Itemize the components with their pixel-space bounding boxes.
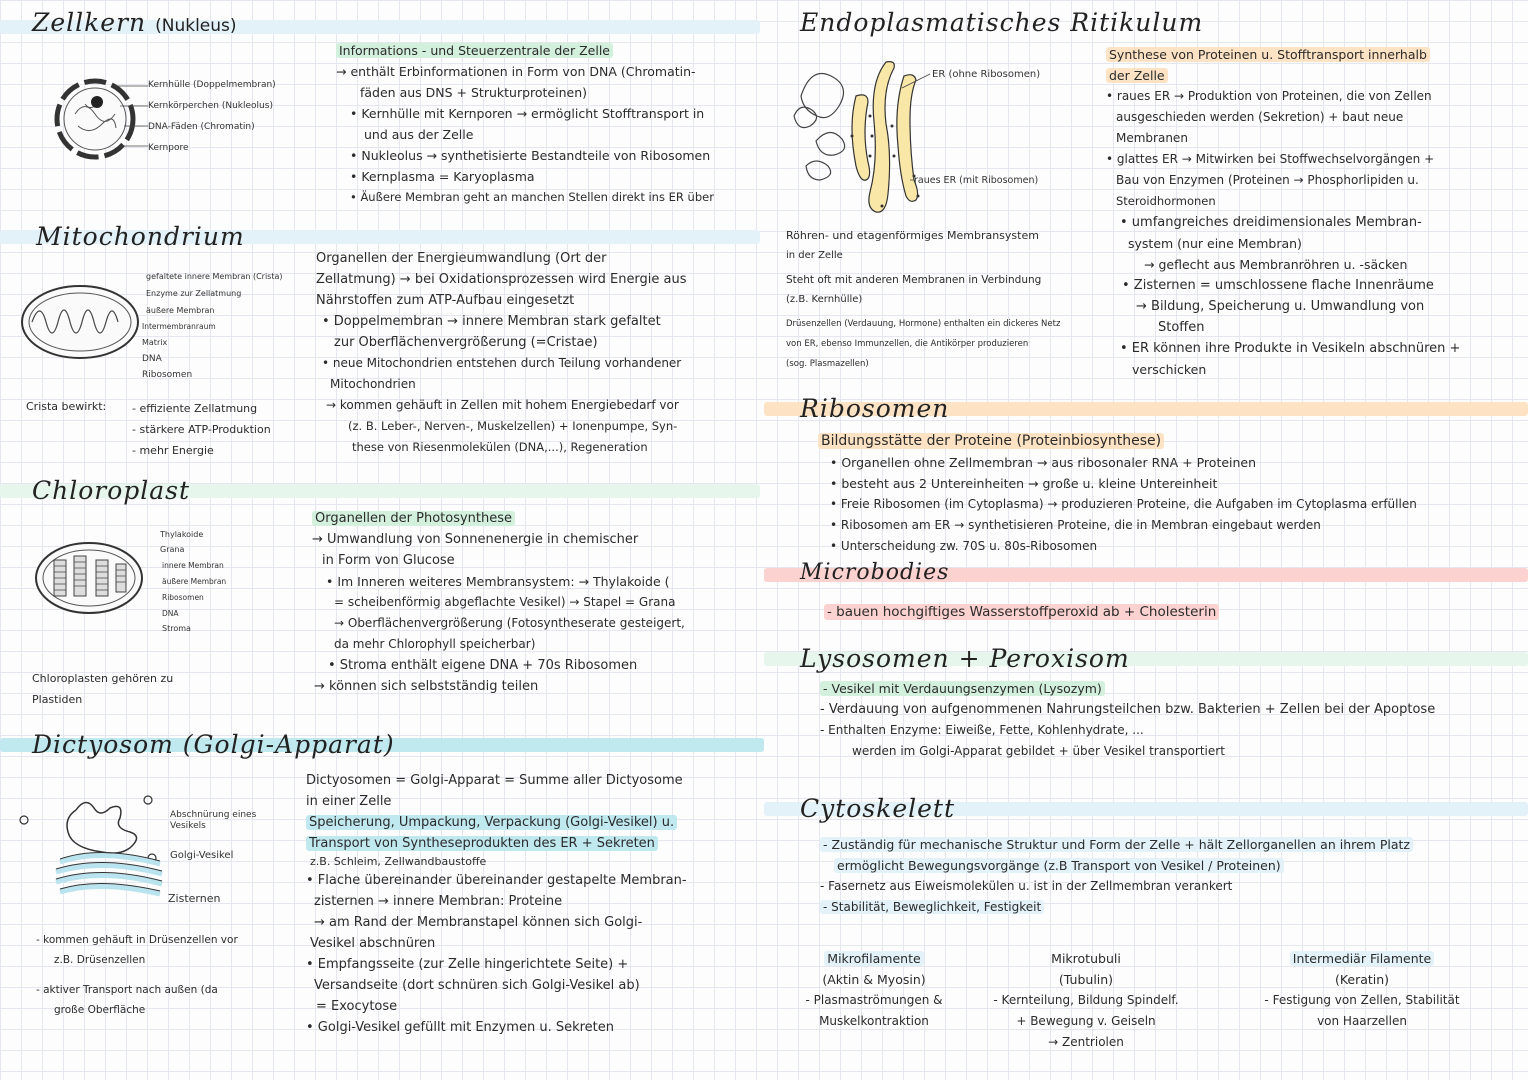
golgi-line: z.B. Schleim, Zellwandbaustoffe	[310, 855, 487, 868]
golgi-label-2: Zisternen	[168, 892, 221, 905]
golgi-text	[306, 770, 687, 1038]
cyto-text	[820, 834, 1413, 918]
er-heading: der Zelle	[1106, 68, 1168, 83]
nucleus-label-0: Kernhülle (Doppelmembran)	[148, 80, 276, 90]
nucleus-label-2: DNA-Fäden (Chromatin)	[148, 122, 255, 132]
cyto-column-mikrofilamente	[784, 948, 964, 1032]
er-title: Endoplasmatisches Ritikulum	[800, 8, 1204, 37]
er-left-line: Drüsenzellen (Verdauung, Hormone) enthalten ein dickeres Netz	[786, 319, 1061, 329]
golgi-side-line: z.B. Drüsenzellen	[54, 954, 146, 966]
golgi-line: Versandseite (dort schnüren sich Golgi-Vesikel ab)	[314, 978, 640, 993]
er-left-line: (sog. Plasmazellen)	[786, 359, 869, 369]
nucleus-title-suffix: (Nukleus)	[155, 16, 237, 36]
nucleus-leader-lines	[110, 80, 150, 150]
cyto-title: Cytoskelett	[800, 794, 956, 823]
mito-line: zur Oberflächenvergrößerung (=Cristae)	[334, 335, 598, 350]
golgi-title: Dictyosom (Golgi-Apparat)	[32, 730, 395, 759]
er-heading: Synthese von Proteinen u. Stofftransport innerhalb	[1106, 47, 1430, 62]
cyto-column-item: - Festigung von Zellen, Stabilität	[1264, 993, 1460, 1007]
nucleus-heading: Informations - und Steuerzentrale der Zelle	[336, 43, 613, 58]
cyto-column-sub: (Keratin)	[1334, 972, 1390, 987]
er-line: • raues ER → Produktion von Proteinen, die von Zellen	[1106, 89, 1432, 103]
micro-title: Microbodies	[800, 560, 950, 585]
ribo-heading: Bildungsstätte der Proteine (Proteinbiosynthese)	[818, 433, 1164, 449]
cyto-column-name: Mikrotubuli	[1051, 951, 1121, 966]
er-line: Membranen	[1116, 131, 1188, 145]
er-left-text	[786, 226, 1060, 374]
chloro-label-0: Thylakoide	[160, 530, 204, 539]
mito-line: Mitochondrien	[330, 377, 416, 391]
cyto-column-item: - Plasmaströmungen &	[805, 993, 943, 1007]
mito-line: • neue Mitochondrien entstehen durch Teilung vorhandener	[322, 356, 682, 370]
er-left-line: Steht oft mit anderen Membranen in Verbindung	[786, 274, 1042, 286]
lyso-text	[820, 678, 1435, 762]
er-leader-lines	[900, 70, 940, 190]
chloro-note-line: Chloroplasten gehören zu	[32, 672, 174, 685]
chloro-note	[32, 668, 173, 710]
chloro-line: → Umwandlung von Sonnenenergie in chemischer	[312, 532, 639, 547]
ribo-title: Ribosomen	[800, 394, 950, 423]
er-line: → Bildung, Speicherung u. Umwandlung von	[1136, 299, 1425, 314]
er-line: • glattes ER → Mitwirken bei Stoffwechselvorgängen +	[1106, 152, 1435, 166]
nucleus-title	[32, 8, 237, 37]
mito-label-3: Intermembranraum	[142, 322, 216, 331]
mito-label-4: Matrix	[142, 338, 168, 347]
nucleus-label-1: Kernkörperchen (Nukleolus)	[148, 101, 273, 111]
ribo-line: • Freie Ribosomen (im Cytoplasma) → produzieren Proteine, die Aufgaben im Cytoplasma erfüllen	[830, 497, 1417, 511]
golgi-label-0: Abschnürung eines Vesikels	[170, 810, 257, 831]
golgi-label-1: Golgi-Vesikel	[170, 850, 234, 861]
er-text	[1106, 44, 1460, 380]
golgi-highlight: Speicherung, Umpackung, Verpackung (Golgi-Vesikel) u.	[306, 815, 677, 830]
cyto-line: - Fasernetz aus Eiweismolekülen u. ist in der Zellmembran verankert	[820, 879, 1233, 893]
golgi-side-line: - kommen gehäuft in Drüsenzellen vor	[36, 934, 238, 946]
mito-label-1: Enzyme zur Zellatmung	[146, 289, 242, 298]
golgi-side-notes	[36, 930, 238, 1020]
lyso-title: Lysosomen + Peroxisom	[800, 644, 1130, 673]
golgi-line: • Golgi-Vesikel gefüllt mit Enzymen u. Sekreten	[306, 1020, 615, 1035]
chloro-line: • Stroma enthält eigene DNA + 70s Ribosomen	[328, 658, 638, 673]
chloro-line: in Form von Glucose	[322, 553, 455, 568]
golgi-intro: in einer Zelle	[306, 794, 392, 809]
chloro-label-3: äußere Membran	[162, 577, 227, 586]
nucleus-line: • Kernhülle mit Kernporen → ermöglicht Stofftransport in	[350, 106, 705, 121]
chloro-label-6: Stroma	[162, 624, 191, 633]
golgi-line: → am Rand der Membranstapel können sich Golgi-	[314, 915, 643, 930]
chloro-text	[312, 508, 685, 697]
chloro-label-4: Ribosomen	[162, 593, 204, 602]
nucleus-line: fäden aus DNS + Strukturproteinen)	[360, 85, 588, 100]
mito-label-6: Ribosomen	[142, 370, 193, 380]
mito-line: → kommen gehäuft in Zellen mit hohem Energiebedarf vor	[326, 398, 679, 412]
er-label-0: ER (ohne Ribosomen)	[932, 69, 1041, 80]
er-left-line: (z.B. Kernhülle)	[786, 294, 863, 305]
chloro-line: • Im Inneren weiteres Membransystem: → Thylakoide (	[326, 574, 670, 589]
micro-text	[824, 602, 1219, 623]
er-line: verschicken	[1132, 362, 1207, 377]
golgi-side-line: große Oberfläche	[54, 1004, 146, 1016]
er-line: → geflecht aus Membranröhren u. -säcken	[1144, 257, 1408, 272]
mito-line: these von Riesenmolekülen (DNA,...), Regeneration	[352, 440, 648, 454]
cyto-line: - Stabilität, Beweglichkeit, Festigkeit	[820, 900, 1044, 914]
micro-line: - bauen hochgiftiges Wasserstoffperoxid ab + Cholesterin	[824, 604, 1219, 620]
ribo-line: • besteht aus 2 Untereinheiten → große u. kleine Untereinheit	[830, 476, 1218, 491]
nucleus-line: und aus der Zelle	[364, 127, 474, 142]
golgi-line: • Flache übereinander übereinander gestapelte Membran-	[306, 873, 687, 888]
nucleus-line: • Kernplasma = Karyoplasma	[350, 169, 535, 184]
cyto-column-mikrotubuli	[986, 948, 1186, 1053]
mito-title: Mitochondrium	[36, 222, 245, 251]
mito-label-0: gefaltete innere Membran (Crista)	[146, 272, 283, 281]
golgi-line: = Exocytose	[316, 999, 398, 1014]
er-line: Steroidhormonen	[1116, 194, 1216, 208]
cyto-line: - Zuständig für mechanische Struktur und Form der Zelle + hält Zellorganellen an ihrem Platz	[820, 837, 1413, 852]
chloro-line: = scheibenförmig abgeflachte Vesikel) → Stapel = Grana	[334, 595, 676, 609]
nucleus-text	[336, 40, 714, 208]
golgi-side-line: - aktiver Transport nach außen (da	[36, 984, 218, 996]
er-line: Bau von Enzymen (Proteinen → Phosphorlipiden u.	[1116, 173, 1419, 187]
chloro-label-1: Grana	[160, 545, 185, 554]
crista-list	[132, 398, 271, 461]
mito-line: Nährstoffen zum ATP-Aufbau eingesetzt	[316, 293, 575, 308]
er-line: • Zisternen = umschlossene flache Innenräume	[1122, 278, 1434, 293]
cyto-column-name: Mikrofilamente	[824, 951, 923, 966]
ribo-line: • Ribosomen am ER → synthetisieren Proteine, die in Membran eingebaut werden	[830, 518, 1321, 532]
cyto-column-item: - Kernteilung, Bildung Spindelf.	[993, 993, 1179, 1007]
nucleus-line: → enthält Erbinformationen in Form von DNA (Chromatin-	[336, 64, 696, 79]
lyso-line: - Verdauung von aufgenommenen Nahrungsteilchen bzw. Bakterien + Zellen bei der Apoptose	[820, 702, 1436, 717]
er-left-line: in der Zelle	[786, 250, 843, 261]
mito-text	[316, 248, 687, 458]
mito-line: • Doppelmembran → innere Membran stark gefaltet	[322, 314, 661, 329]
crista-item: - mehr Energie	[132, 444, 214, 457]
cyto-line: ermöglicht Bewegungsvorgänge (z.B Transport von Vesikel / Proteinen)	[834, 858, 1284, 873]
nucleus-label-3: Kernpore	[148, 143, 189, 153]
er-label-1: raues ER (mit Ribosomen)	[914, 175, 1039, 186]
ribo-line: • Unterscheidung zw. 70S u. 80s-Ribosomen	[830, 539, 1098, 553]
mito-line: Zellatmung) → bei Oxidationsprozessen wird Energie aus	[316, 272, 687, 287]
mito-line: Organellen der Energieumwandlung (Ort der	[316, 251, 607, 266]
mito-line: (z. B. Leber-, Nerven-, Muskelzellen) + Ionenpumpe, Syn-	[348, 419, 678, 433]
chloro-label-2: innere Membran	[162, 561, 224, 570]
chloro-title: Chloroplast	[32, 476, 191, 505]
er-left-line: von ER, ebenso Immunzellen, die Antikörper produzieren	[786, 339, 1029, 349]
er-left-line: Röhren- und etagenförmiges Membransystem	[786, 229, 1039, 242]
nucleus-line: • Nukleolus → synthetisierte Bestandteile von Ribosomen	[350, 148, 711, 163]
chloro-line: → können sich selbstständig teilen	[314, 679, 539, 694]
cyto-column-sub: (Tubulin)	[1058, 972, 1114, 987]
mito-label-2: äußere Membran	[146, 306, 215, 315]
chloroplast-diagram	[34, 540, 144, 616]
cyto-column-item: Muskelkontraktion	[819, 1014, 929, 1028]
crista-item: - effiziente Zellatmung	[132, 402, 258, 415]
er-line: Stoffen	[1158, 320, 1205, 335]
chloro-heading: Organellen der Photosynthese	[312, 511, 515, 526]
cyto-column-item: von Haarzellen	[1317, 1014, 1407, 1028]
golgi-line: zisternen → innere Membran: Proteine	[314, 894, 563, 909]
cyto-column-name: Intermediär Filamente	[1290, 951, 1434, 966]
cyto-column-intermediaer	[1262, 948, 1462, 1032]
nucleus-title-text: Zellkern	[32, 8, 147, 37]
chloro-note-line: Plastiden	[32, 693, 83, 706]
lyso-line: werden im Golgi-Apparat gebildet + über Vesikel transportiert	[852, 744, 1225, 758]
lyso-line: - Enthalten Enzyme: Eiweiße, Fette, Kohlenhydrate, ...	[820, 723, 1144, 737]
cyto-column-item: → Zentriolen	[1048, 1035, 1124, 1049]
golgi-highlight: Transport von Syntheseprodukten des ER + Sekreten	[306, 836, 658, 851]
crista-item: - stärkere ATP-Produktion	[132, 423, 271, 436]
mito-label-5: DNA	[142, 354, 162, 364]
crista-label: Crista bewirkt:	[26, 400, 107, 413]
golgi-line: • Empfangsseite (zur Zelle hingerichtete Seite) +	[306, 957, 629, 972]
chloro-label-5: DNA	[162, 609, 179, 618]
cyto-column-sub: (Aktin & Myosin)	[822, 972, 926, 987]
er-line: • umfangreiches dreidimensionales Membran-	[1120, 215, 1422, 230]
er-line: • ER können ihre Produkte in Vesikeln abschnüren +	[1120, 341, 1461, 356]
mitochondrium-diagram	[18, 282, 142, 362]
lyso-line: - Vesikel mit Verdauungsenzymen (Lysozym)	[820, 681, 1105, 696]
ribo-text	[818, 430, 1417, 557]
ribo-line: • Organellen ohne Zellmembran → aus ribosonaler RNA + Proteinen	[830, 455, 1257, 470]
golgi-intro: Dictyosomen = Golgi-Apparat = Summe aller Dictyosome	[306, 773, 683, 788]
golgi-line: Vesikel abschnüren	[310, 936, 436, 951]
cyto-column-item: + Bewegung v. Geiseln	[1016, 1014, 1156, 1028]
er-line: system (nur eine Membran)	[1128, 236, 1302, 251]
chloro-line: da mehr Chlorophyll speicherbar)	[334, 637, 536, 651]
golgi-diagram	[16, 790, 176, 910]
nucleus-line: • Äußere Membran geht an manchen Stellen direkt ins ER über	[350, 190, 714, 204]
chloro-line: → Oberflächenvergrößerung (Fotosyntheserate gesteigert,	[334, 616, 685, 630]
er-line: ausgeschieden werden (Sekretion) + baut neue	[1116, 110, 1404, 124]
